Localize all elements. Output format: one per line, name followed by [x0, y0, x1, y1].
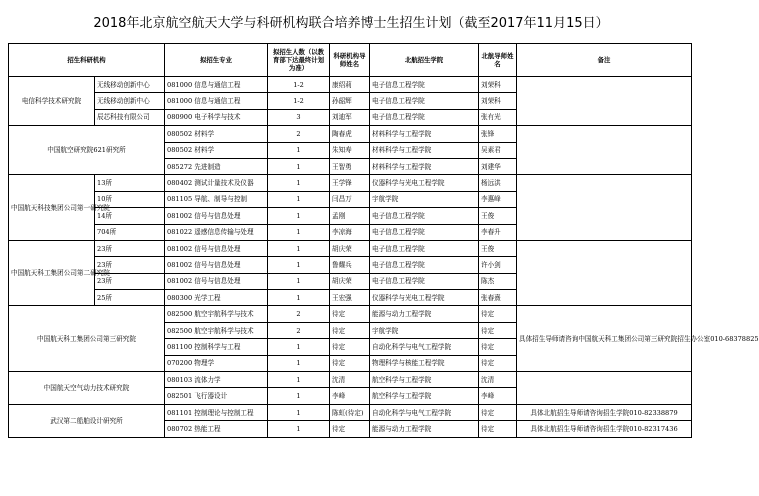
quota-cell: 1: [268, 404, 330, 420]
inst-advisor-cell: 陶春虎: [330, 126, 370, 142]
header-major: 拟招生专业: [165, 44, 268, 77]
school-cell: 电子信息工程学院: [370, 240, 479, 256]
bh-advisor-cell: 李惠峰: [479, 191, 517, 207]
major-cell: 080103 流体力学: [165, 372, 268, 388]
remark-cell: [517, 372, 692, 405]
sub-unit: 13所: [95, 175, 165, 191]
school-cell: 自动化科学与电气工程学院: [370, 339, 479, 355]
major-cell: 081002 信号与信息处理: [165, 273, 268, 289]
school-cell: 能源与动力工程学院: [370, 306, 479, 322]
inst-advisor-cell: 孙韶辉: [330, 93, 370, 109]
inst-advisor-cell: 待定: [330, 306, 370, 322]
header-quota: 拟招生人数（以教育部下达最终计划为准）: [268, 44, 330, 77]
sub-unit: 10所: [95, 191, 165, 207]
institute-name: 中国航天科工集团公司第三研究院: [9, 306, 165, 372]
inst-advisor-cell: 刘迪军: [330, 109, 370, 125]
school-cell: 电子信息工程学院: [370, 273, 479, 289]
major-cell: 082500 航空宇航科学与技术: [165, 306, 268, 322]
major-cell: 081000 信息与通信工程: [165, 93, 268, 109]
bh-advisor-cell: 杨远洪: [479, 175, 517, 191]
bh-advisor-cell: 刘建华: [479, 158, 517, 174]
quota-cell: 1: [268, 290, 330, 306]
remark-cell: 具体北航招生导师请咨询招生学院010-82338879: [517, 404, 692, 420]
major-cell: 081002 信号与信息处理: [165, 257, 268, 273]
inst-advisor-cell: 朱知寿: [330, 142, 370, 158]
enrollment-table: [8, 43, 759, 438]
quota-cell: 1: [268, 208, 330, 224]
remark-cell: [517, 175, 692, 241]
school-cell: 自动化科学与电气工程学院: [370, 404, 479, 420]
school-cell: 电子信息工程学院: [370, 224, 479, 240]
quota-cell: 1: [268, 142, 330, 158]
school-cell: 电子信息工程学院: [370, 93, 479, 109]
school-cell: 材料科学与工程学院: [370, 142, 479, 158]
major-cell: 081000 信息与通信工程: [165, 77, 268, 93]
inst-advisor-cell: 胡庆荣: [330, 240, 370, 256]
inst-advisor-cell: 王学锋: [330, 175, 370, 191]
major-cell: 080900 电子科学与技术: [165, 109, 268, 125]
inst-advisor-cell: 闫昌万: [330, 191, 370, 207]
inst-advisor-cell: 鲁耀兵: [330, 257, 370, 273]
major-cell: 070200 物理学: [165, 355, 268, 371]
school-cell: 电子信息工程学院: [370, 257, 479, 273]
school-cell: 能源与动力工程学院: [370, 421, 479, 437]
school-cell: 电子信息工程学院: [370, 77, 479, 93]
institute-name: 武汉第二船舶设计研究所: [9, 404, 165, 437]
school-cell: 仪器科学与光电工程学院: [370, 175, 479, 191]
school-cell: 航空科学与工程学院: [370, 372, 479, 388]
sub-unit: 23所: [95, 273, 165, 289]
remark-cell: 具体招生导师请咨询中国航天科工集团公司第三研究院招生办公室010-68378825: [517, 306, 692, 372]
quota-cell: 1-2: [268, 77, 330, 93]
inst-advisor-cell: 待定: [330, 421, 370, 437]
inst-advisor-cell: 孟刚: [330, 208, 370, 224]
major-cell: 081105 导航、制导与控制: [165, 191, 268, 207]
inst-advisor-cell: 康绍莉: [330, 77, 370, 93]
major-cell: 081101 控制理论与控制工程: [165, 404, 268, 420]
institute-name: 中国航天科工集团公司第二研究院: [9, 240, 95, 306]
header-bh-advisor: 北航导师姓名: [479, 44, 517, 77]
table-row: [9, 126, 692, 142]
sub-unit: 25所: [95, 290, 165, 306]
remark-cell: [517, 126, 692, 175]
sub-unit: 无线移动创新中心: [95, 77, 165, 93]
remark-cell: 具体北航招生导师请咨询招生学院010-82317436: [517, 421, 692, 437]
header-row: [9, 44, 692, 77]
quota-cell: 1: [268, 339, 330, 355]
bh-advisor-cell: 王俊: [479, 208, 517, 224]
major-cell: 080502 材料学: [165, 126, 268, 142]
quota-cell: 1: [268, 158, 330, 174]
quota-cell: 1: [268, 273, 330, 289]
sub-unit: 704所: [95, 224, 165, 240]
major-cell: 082501 飞行器设计: [165, 388, 268, 404]
bh-advisor-cell: 刘荣科: [479, 77, 517, 93]
quota-cell: 1: [268, 175, 330, 191]
major-cell: 085272 先进制造: [165, 158, 268, 174]
major-cell: 081002 信号与信息处理: [165, 240, 268, 256]
inst-advisor-cell: 李凉海: [330, 224, 370, 240]
major-cell: 081100 控制科学与工程: [165, 339, 268, 355]
school-cell: 电子信息工程学院: [370, 208, 479, 224]
institute-name: 电信科学技术研究院: [9, 77, 95, 126]
bh-advisor-cell: 沈清: [479, 372, 517, 388]
bh-advisor-cell: 吴素君: [479, 142, 517, 158]
quota-cell: 1: [268, 355, 330, 371]
major-cell: 080402 测试计量技术及仪器: [165, 175, 268, 191]
major-cell: 081022 遥感信息传输与处理: [165, 224, 268, 240]
inst-advisor-cell: 王宏强: [330, 290, 370, 306]
school-cell: 航空科学与工程学院: [370, 388, 479, 404]
table-row: [9, 77, 692, 93]
bh-advisor-cell: 张锋: [479, 126, 517, 142]
quota-cell: 1: [268, 240, 330, 256]
table-row: [9, 175, 692, 191]
inst-advisor-cell: 待定: [330, 322, 370, 338]
bh-advisor-cell: 张有光: [479, 109, 517, 125]
inst-advisor-cell: 待定: [330, 339, 370, 355]
table-row: [9, 240, 692, 256]
bh-advisor-cell: 待定: [479, 322, 517, 338]
bh-advisor-cell: 待定: [479, 355, 517, 371]
bh-advisor-cell: 待定: [479, 421, 517, 437]
major-cell: 080502 材料学: [165, 142, 268, 158]
quota-cell: 2: [268, 322, 330, 338]
quota-cell: 1-2: [268, 93, 330, 109]
school-cell: 仪器科学与光电工程学院: [370, 290, 479, 306]
school-cell: 材料科学与工程学院: [370, 126, 479, 142]
bh-advisor-cell: 待定: [479, 339, 517, 355]
remark-cell: [517, 240, 692, 306]
quota-cell: 1: [268, 224, 330, 240]
quota-cell: 1: [268, 372, 330, 388]
school-cell: 材料科学与工程学院: [370, 158, 479, 174]
institute-name: 中国航天科技集团公司第一研究院: [9, 175, 95, 241]
quota-cell: 3: [268, 109, 330, 125]
sub-unit: 14所: [95, 208, 165, 224]
quota-cell: 2: [268, 126, 330, 142]
remark-cell: [517, 77, 692, 126]
inst-advisor-cell: 沈清: [330, 372, 370, 388]
page-title: 2018年北京航空航天大学与科研机构联合培养博士生招生计划（截至2017年11月15日）: [93, 16, 609, 31]
school-cell: 宇航学院: [370, 322, 479, 338]
inst-advisor-cell: 王智勇: [330, 158, 370, 174]
bh-advisor-cell: 陈杰: [479, 273, 517, 289]
school-cell: 物理科学与核能工程学院: [370, 355, 479, 371]
bh-advisor-cell: 待定: [479, 306, 517, 322]
inst-advisor-cell: 胡庆荣: [330, 273, 370, 289]
sub-unit: 23所: [95, 240, 165, 256]
quota-cell: 1: [268, 191, 330, 207]
quota-cell: 1: [268, 421, 330, 437]
major-cell: 080300 光学工程: [165, 290, 268, 306]
quota-cell: 1: [268, 257, 330, 273]
bh-advisor-cell: 李峰: [479, 388, 517, 404]
institute-name: 中国航天空气动力技术研究院: [9, 372, 165, 405]
bh-advisor-cell: 李春升: [479, 224, 517, 240]
quota-cell: 2: [268, 306, 330, 322]
bh-advisor-cell: 张春熹: [479, 290, 517, 306]
major-cell: 080702 热能工程: [165, 421, 268, 437]
header-school: 北航招生学院: [370, 44, 479, 77]
bh-advisor-cell: 刘荣科: [479, 93, 517, 109]
sub-unit: 无线移动创新中心: [95, 93, 165, 109]
header-remark: 备注: [517, 44, 692, 77]
header-institute: 招生科研机构: [9, 44, 165, 77]
bh-advisor-cell: 待定: [479, 404, 517, 420]
bh-advisor-cell: 许小剑: [479, 257, 517, 273]
major-cell: 082500 航空宇航科学与技术: [165, 322, 268, 338]
school-cell: 宇航学院: [370, 191, 479, 207]
table-row: [9, 404, 692, 420]
sub-unit: 辰芯科技有限公司: [95, 109, 165, 125]
table-row: [9, 372, 692, 388]
quota-cell: 1: [268, 388, 330, 404]
header-inst-advisor: 科研机构导师姓名: [330, 44, 370, 77]
institute-name: 中国航空研究院621研究所: [9, 126, 165, 175]
bh-advisor-cell: 王俊: [479, 240, 517, 256]
school-cell: 电子信息工程学院: [370, 109, 479, 125]
inst-advisor-cell: 陈虹(待定): [330, 404, 370, 420]
table-row: [9, 306, 692, 322]
inst-advisor-cell: 待定: [330, 355, 370, 371]
major-cell: 081002 信号与信息处理: [165, 208, 268, 224]
inst-advisor-cell: 李峰: [330, 388, 370, 404]
sub-unit: 23所: [95, 257, 165, 273]
